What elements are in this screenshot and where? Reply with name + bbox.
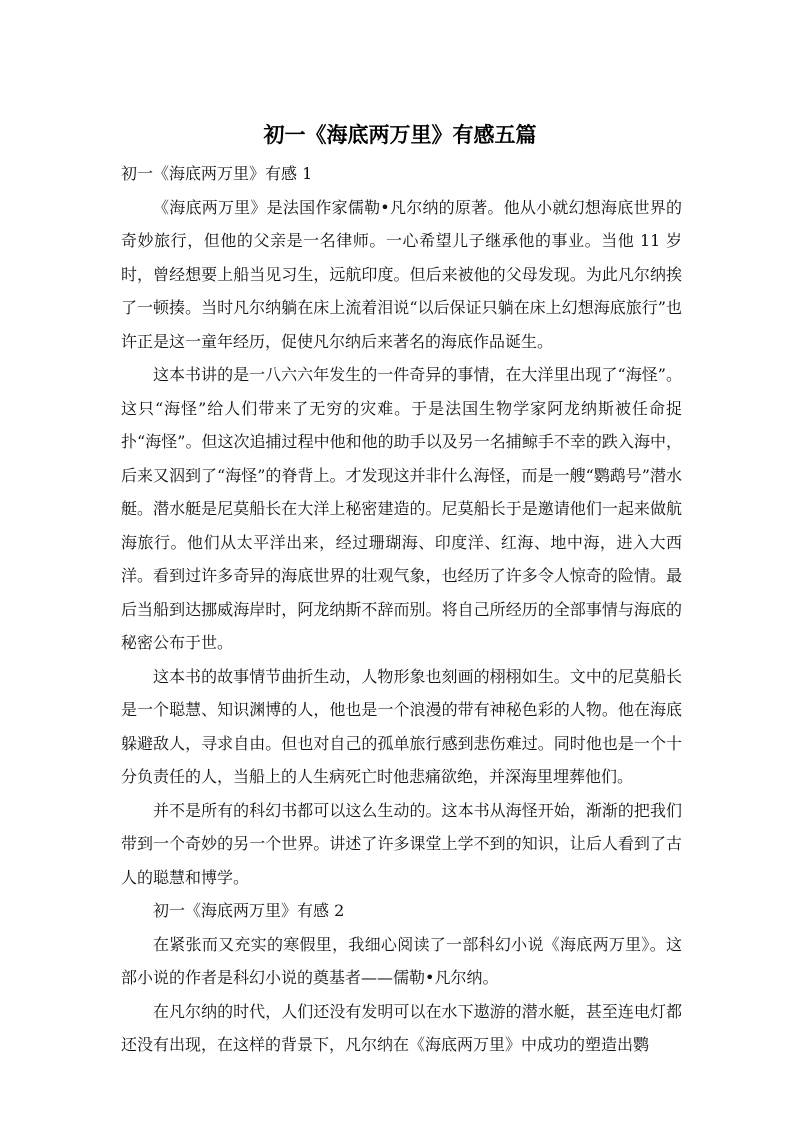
section-2-paragraph-2: 在凡尔纳的时代，人们还没有发明可以在水下遨游的潜水艇，甚至连电灯都还没有出现，在这样的背景下，凡尔纳在《海底两万里》中成功的塑造出鹦 — [121, 1001, 682, 1054]
document-title: 初一《海底两万里》有感五篇 — [263, 123, 537, 147]
section-1-paragraph-3: 这本书的故事情节曲折生动，人物形象也刻画的栩栩如生。文中的尼莫船长是一个聪慧、知识渊博的人，他也是一个浪漫的带有神秘色彩的人物。他在海底躲避敌人，寻求自由。但也对自己的孤单旅行感到悲伤难过。同时他也是一个十分负责任的人，当船上的人生病死亡时他悲痛欲绝，并深海里埋葬他们。 — [121, 666, 682, 786]
section-2-heading: 初一《海底两万里》有感 2 — [153, 901, 345, 920]
section-1-paragraph-2: 这本书讲的是一八六六年发生的一件奇异的事情，在大洋里出现了“海怪”。这只“海怪”给人们带来了无穷的灾难。于是法国生物学家阿龙纳斯被任命捉扑“海怪”。但这次追捕过程中他和他的助手以及另一名捕鲸手不幸的跌入海中，后来又泅到了“海怪”的脊背上。才发现这并非什么海怪，而是一艘“鹦鹉号”潜水艇。潜水艇是尼莫船长在大洋上秘密建造的。尼莫船长于是邀请他们一起来做航海旅行。他们从太平洋出来，经过珊瑚海、印度洋、红海、地中海，进入大西洋。看到过许多奇异的海底世界的壮观气象，也经历了许多令人惊奇的险情。最后当船到达挪威海岸时，阿龙纳斯不辞而别。将自己所经历的全部事情与海底的秘密公布于世。 — [121, 365, 682, 652]
section-2-paragraph-1: 在紧张而又充实的寒假里，我细心阅读了一部科幻小说《海底两万里》。这部小说的作者是科幻小说的奠基者——儒勒•凡尔纳。 — [121, 934, 682, 987]
section-1-paragraph-1: 《海底两万里》是法国作家儒勒•凡尔纳的原著。他从小就幻想海底世界的奇妙旅行，但他的父亲是一名律师。一心希望儿子继承他的事业。当他 11 岁时，曾经想要上船当见习生，远航印度。但后来被他的父母发现。为此凡尔纳挨了一顿揍。当时凡尔纳躺在床上流着泪说“以后保证只躺在床上幻想海底旅行”也许正是这一童年经历，促使凡尔纳后来著名的海底作品诞生。 — [121, 197, 682, 351]
section-1-paragraph-4: 并不是所有的科幻书都可以这么生动的。这本书从海怪开始，渐渐的把我们带到一个奇妙的另一个世界。讲述了许多课堂上学不到的知识，让后人看到了古人的聪慧和博学。 — [121, 800, 682, 887]
section-1-heading: 初一《海底两万里》有感 1 — [121, 164, 313, 183]
document-body — [121, 157, 682, 1062]
